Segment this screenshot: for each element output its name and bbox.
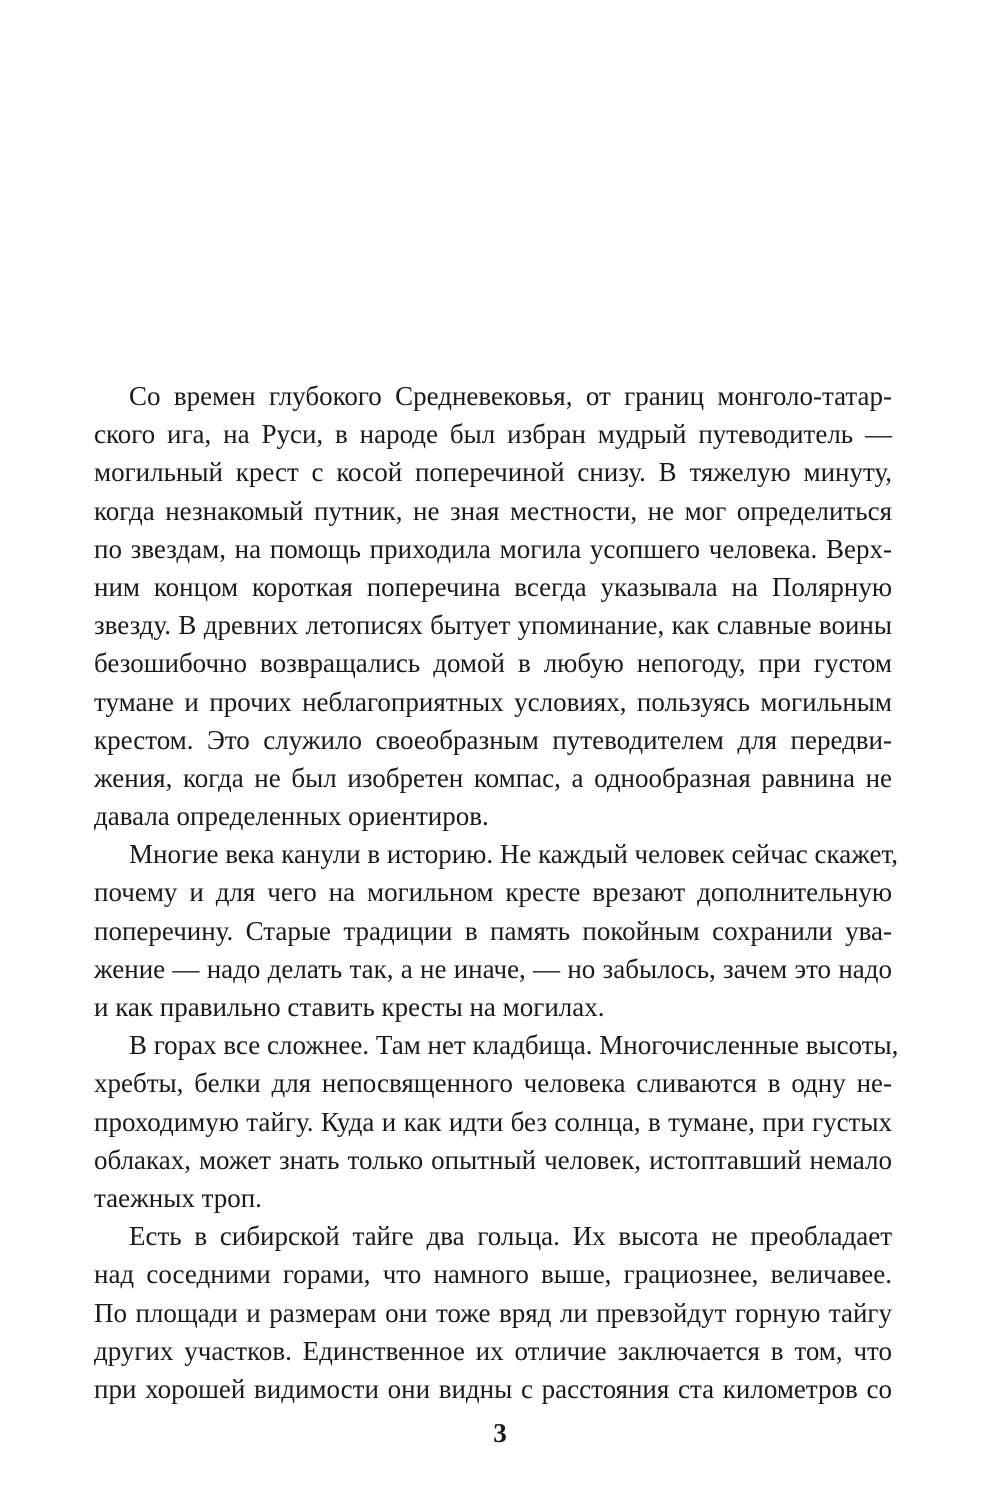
text-line: Есть в сибирской тайге два гольца. Их высота не преобладает — [129, 1221, 892, 1252]
text-line: ского ига, на Руси, в народе был избран мудрый путеводитель — — [94, 419, 892, 450]
text-line: безошибочно возвращались домой в любую непогоду, при густом — [94, 648, 892, 679]
page-number: 3 — [493, 1418, 507, 1448]
text-line: звезду. В древних летописях бытует упоминание, как славные воины — [94, 610, 892, 641]
text-line: Со времен глубокого Средневековья, от границ монголо-татар- — [129, 381, 892, 411]
text-line: Многие века канули в историю. Не каждый человек сейчас скажет, — [129, 839, 899, 870]
text-line: проходимую тайгу. Куда и как идти без солнца, в тумане, при густых — [94, 1106, 892, 1137]
text-line: В горах все сложнее. Там нет кладбища. Многочисленные высоты, — [129, 1030, 899, 1061]
text-line: поперечину. Старые традиции в память покойным сохранили ува- — [94, 915, 892, 946]
text-line: и как правильно ставить кресты на могилах. — [94, 992, 605, 1022]
text-line: давала определенных ориентиров. — [94, 801, 489, 832]
text-line: По площади и размерам они тоже вряд ли превзойдут горную тайгу — [94, 1297, 892, 1328]
text-line: крестом. Это служило своеобразным путеводителем для передви- — [94, 724, 892, 755]
text-line: других участков. Единственное их отличие заключается в том, что — [94, 1335, 892, 1366]
text-line: при хорошей видимости они видны с расстояния ста километров со — [94, 1373, 892, 1404]
text-line: тумане и прочих неблагоприятных условиях, пользуясь могильным — [94, 686, 892, 717]
paragraph-1 — [94, 377, 892, 835]
text-line: когда незнакомый путник, не зная местности, не мог определиться — [94, 495, 892, 526]
text-line: жения, когда не был изобретен компас, а однообразная равнина не — [94, 762, 892, 793]
text-line: облаках, может знать только опытный человек, истоптавший немало — [94, 1144, 892, 1175]
paragraph-3 — [94, 1026, 899, 1217]
text-line: жение — надо делать так, а не иначе, — но забылось, зачем это надо — [94, 953, 892, 984]
paragraph-2 — [94, 835, 899, 1026]
text-line: таежных троп. — [94, 1182, 262, 1213]
text-line: могильный крест с косой поперечиной снизу. В тяжелую минуту, — [94, 457, 892, 488]
paragraph-4 — [94, 1217, 892, 1408]
text-line: ним концом короткая поперечина всегда указывала на Полярную — [94, 571, 892, 602]
text-line: над соседними горами, что намного выше, грациознее, величавее. — [94, 1259, 892, 1290]
page-body — [94, 377, 899, 1408]
text-line: по звездам, на помощь приходила могила усопшего человека. Верх- — [94, 533, 892, 564]
text-line: хребты, белки для непосвященного человека сливаются в одну не- — [94, 1068, 892, 1099]
text-line: почему и для чего на могильном кресте врезают дополнительную — [94, 877, 892, 908]
